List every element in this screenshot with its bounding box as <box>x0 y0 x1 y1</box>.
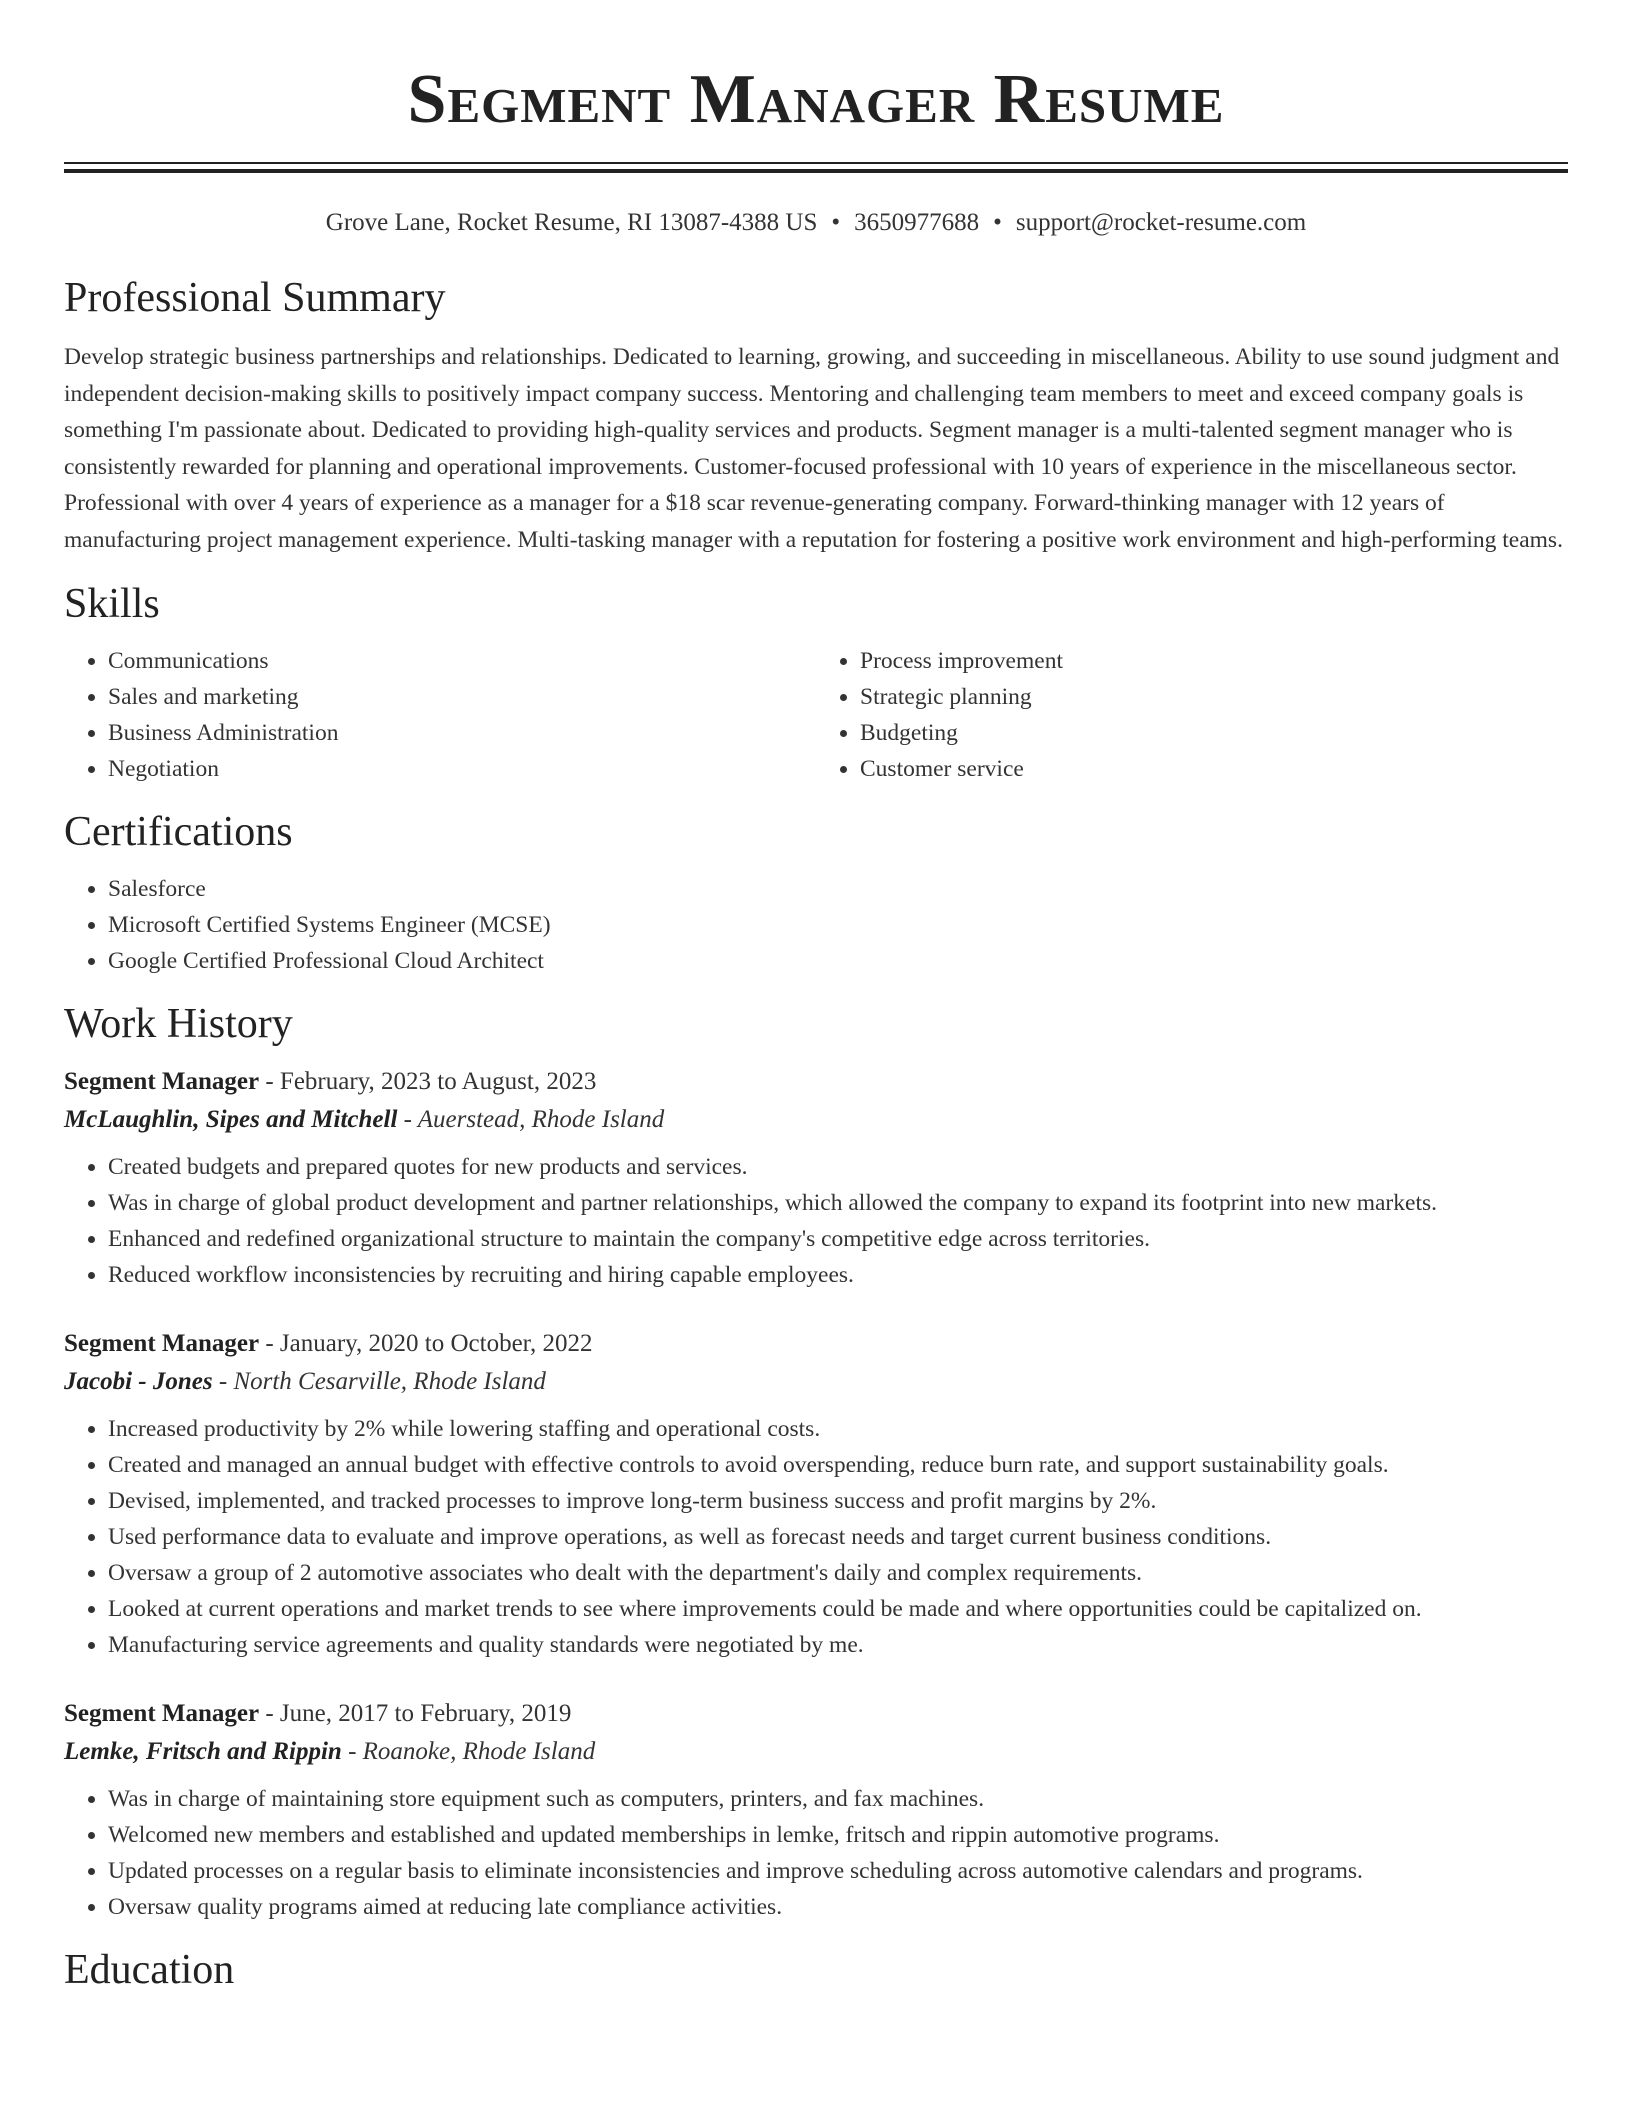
job-title-line: Segment Manager - January, 2020 to October, 2022 <box>64 1329 593 1357</box>
contact-line <box>64 207 1568 239</box>
job-dates: February, 2023 to August, 2023 <box>279 1067 597 1095</box>
job-title: Segment Manager <box>64 1699 260 1727</box>
skill-item: • Negotiation <box>108 751 816 787</box>
job-bullet: • Manufacturing service agreements and quality standards were negotiated by me. <box>108 1627 1568 1663</box>
skill-item: • Sales and marketing <box>108 679 816 715</box>
job-bullet: • Created and managed an annual budget with effective controls to avoid overspending, reduce burn rate, and support sustainability goals. <box>108 1447 1568 1483</box>
education-heading: Education <box>64 1946 235 1993</box>
work-history-heading: Work History <box>64 1000 293 1047</box>
contact-email: support@rocket-resume.com <box>1015 209 1307 236</box>
certification-item: • Salesforce <box>108 871 1568 907</box>
contact-separator: • <box>993 209 1002 236</box>
job-bullets <box>64 1149 1568 1293</box>
resume-page <box>64 0 1568 1995</box>
job-bullet: • Increased productivity by 2% while lowering staffing and operational costs. <box>108 1411 1568 1447</box>
job-location: Roanoke, Rhode Island <box>362 1737 596 1765</box>
skills-heading: Skills <box>64 580 160 627</box>
certifications-section <box>64 807 1568 979</box>
job-location: Auerstead, Rhode Island <box>417 1105 665 1133</box>
skills-section <box>64 579 1568 787</box>
job-title-line: Segment Manager - February, 2023 to August, 2023 <box>64 1067 597 1095</box>
job-bullet: • Oversaw a group of 2 automotive associates who dealt with the department's daily and complex requirements. <box>108 1555 1568 1591</box>
resume-title: Segment Manager Resume <box>407 61 1225 138</box>
skill-item: • Business Administration <box>108 715 816 751</box>
title-rule-thick <box>64 169 1568 173</box>
skill-item: • Strategic planning <box>860 679 1568 715</box>
job-bullet: • Enhanced and redefined organizational structure to maintain the company's competitive edge across territories. <box>108 1221 1568 1257</box>
job-employer: McLaughlin, Sipes and Mitchell <box>64 1105 398 1133</box>
skills-list-right <box>816 643 1568 787</box>
job-employer-line: Lemke, Fritsch and Rippin - Roanoke, Rhode Island <box>64 1737 596 1765</box>
job-bullet: • Devised, implemented, and tracked processes to improve long-term business success and profit margins by 2%. <box>108 1483 1568 1519</box>
job-title-line: Segment Manager - June, 2017 to February, 2019 <box>64 1699 572 1727</box>
contact-address: Grove Lane, Rocket Resume, RI 13087-4388 US <box>325 209 818 236</box>
education-section <box>64 1945 1568 1995</box>
summary-text: Develop strategic business partnerships and relationships. Dedicated to learning, growing, and succeeding in miscellaneous. Ability to use sound judgment and independent decision-making skills to positively impact company success. Mentoring and challenging team members to meet and exceed company goals is something I'm passionate about. Dedicated to providing high-quality services and products. Segment manager is a multi-talented segment manager who is consistently rewarded for planning and operational improvements. Customer-focused professional with 10 years of experience in the miscellaneous sector. Professional with over 4 years of experience as a manager for a $18 scar revenue-generating company. Forward-thinking manager with 12 years of manufacturing project management experience. Multi-tasking manager with a reputation for fostering a positive work environment and high-performing teams. <box>64 344 1563 553</box>
job-title: Segment Manager <box>64 1067 260 1095</box>
summary-section <box>64 273 1568 559</box>
job-bullet: • Looked at current operations and market trends to see where improvements could be made and where opportunities could be capitalized on. <box>108 1591 1568 1627</box>
job-dates: June, 2017 to February, 2019 <box>279 1699 572 1727</box>
job-bullet: • Reduced workflow inconsistencies by recruiting and hiring capable employees. <box>108 1257 1568 1293</box>
job-bullet: • Oversaw quality programs aimed at reducing late compliance activities. <box>108 1889 1568 1925</box>
skills-grid <box>64 629 1568 787</box>
job-employer-line: McLaughlin, Sipes and Mitchell - Auerstead, Rhode Island <box>64 1105 665 1133</box>
job-dates: January, 2020 to October, 2022 <box>279 1329 593 1357</box>
job-location: North Cesarville, Rhode Island <box>233 1367 546 1395</box>
work-history-section <box>64 999 1568 1925</box>
contact-separator: • <box>831 209 841 236</box>
job-bullet: • Was in charge of global product development and partner relationships, which allowed the company to expand its footprint into new markets. <box>108 1185 1568 1221</box>
job-bullet: • Created budgets and prepared quotes for new products and services. <box>108 1149 1568 1185</box>
certifications-heading: Certifications <box>64 808 293 855</box>
title-rule-thin <box>64 162 1568 164</box>
job-bullets <box>64 1781 1568 1925</box>
contact-phone: 3650977688 <box>854 209 980 236</box>
job-bullet: • Welcomed new members and established and updated memberships in lemke, fritsch and rippin automotive programs. <box>108 1817 1568 1853</box>
summary-heading: Professional Summary <box>64 275 446 321</box>
job-entry <box>64 1063 1568 1293</box>
skill-item: • Communications <box>108 643 816 679</box>
certifications-list <box>64 871 1568 979</box>
skill-item: • Budgeting <box>860 715 1568 751</box>
job-employer-line: Jacobi - Jones - North Cesarville, Rhode Island <box>64 1367 546 1395</box>
job-bullet: • Used performance data to evaluate and improve operations, as well as forecast needs and target current business conditions. <box>108 1519 1568 1555</box>
job-entry <box>64 1695 1568 1925</box>
job-employer: Jacobi - Jones <box>64 1367 213 1395</box>
job-bullets <box>64 1411 1568 1663</box>
certification-item: • Microsoft Certified Systems Engineer (MCSE) <box>108 907 1568 943</box>
job-entry <box>64 1325 1568 1663</box>
job-title: Segment Manager <box>64 1329 260 1357</box>
skill-item: • Customer service <box>860 751 1568 787</box>
job-bullet: • Was in charge of maintaining store equipment such as computers, printers, and fax machines. <box>108 1781 1568 1817</box>
skills-list-left <box>64 643 816 787</box>
job-bullet: • Updated processes on a regular basis to eliminate inconsistencies and improve scheduling across automotive calendars and programs. <box>108 1853 1568 1889</box>
certification-item: • Google Certified Professional Cloud Architect <box>108 943 1568 979</box>
skill-item: • Process improvement <box>860 643 1568 679</box>
job-employer: Lemke, Fritsch and Rippin <box>64 1737 342 1765</box>
